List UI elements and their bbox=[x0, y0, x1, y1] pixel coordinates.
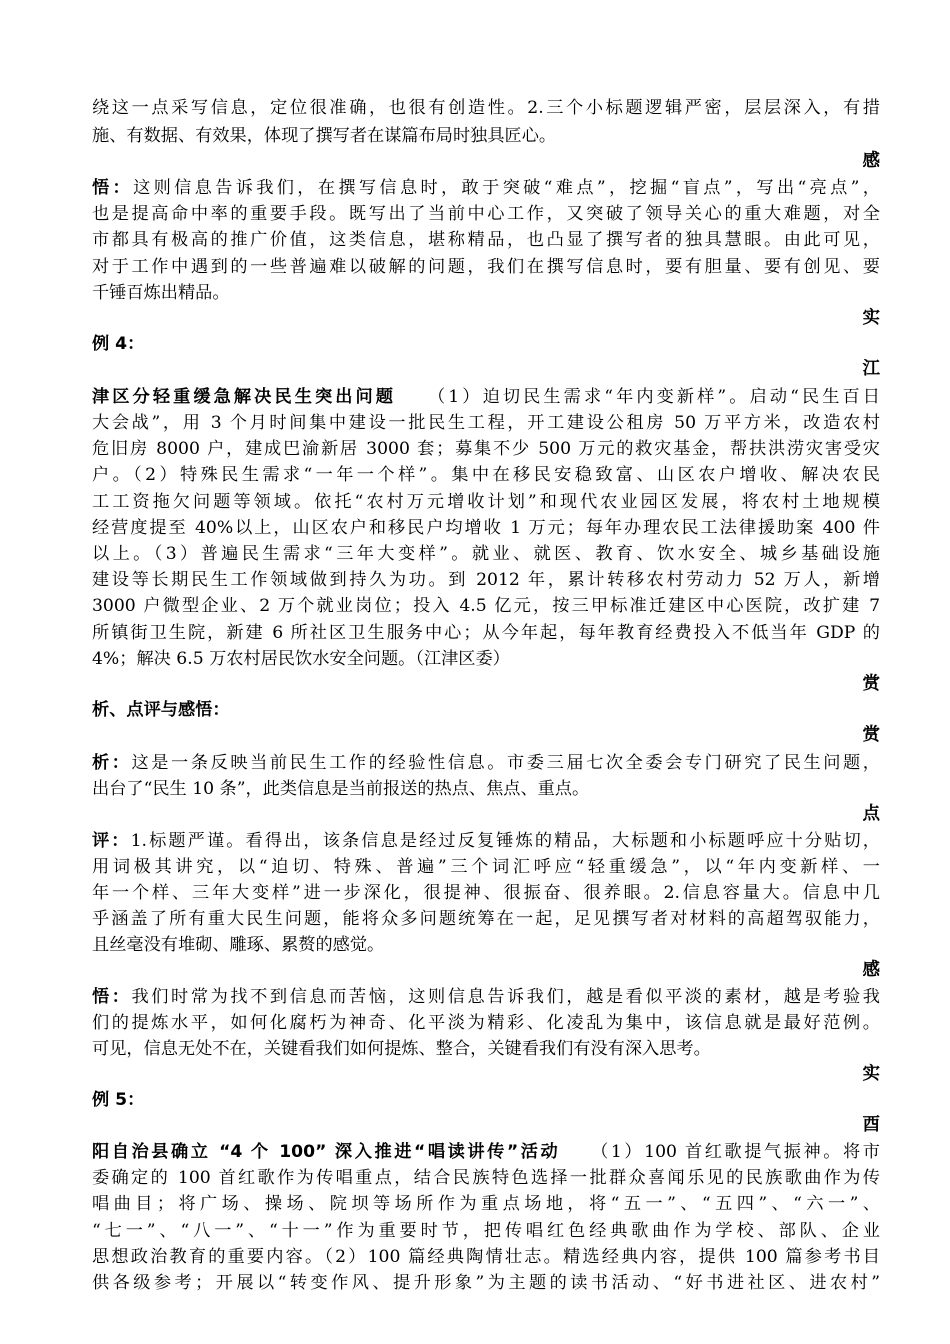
text-line bbox=[92, 175, 880, 201]
text-line bbox=[92, 1165, 880, 1191]
text-line bbox=[92, 828, 880, 854]
body-text: 思想政治教育的重要内容。（2）100 篇经典陶情壮志。精选经典内容，提供 100 篇参考书目 bbox=[92, 1247, 880, 1267]
text-line bbox=[92, 201, 880, 227]
text-line bbox=[92, 254, 880, 280]
body-text: （1）100 首红歌提气振神。将市 bbox=[560, 1142, 880, 1162]
body-text: 乎涵盖了所有重大民生问题，能将众多问题统筹在一起，足见撰写者对材料的高超驾驭能力， bbox=[92, 909, 880, 929]
body-text: 对于工作中遇到的一些普遍难以破解的问题，我们在撰写信息时，要有胆量、要有创见、要 bbox=[92, 257, 880, 277]
text-line bbox=[92, 410, 880, 436]
bold-heading: 阳自治县确立 “4 个 100” 深入推进“唱读讲传”活动 bbox=[92, 1142, 561, 1162]
text-line bbox=[92, 593, 880, 619]
text-line bbox=[92, 880, 880, 906]
bold-heading: 析： bbox=[92, 753, 132, 773]
body-text: 委确定的 100 首红歌作为传唱重点，结合民族特色选择一批群众喜闻乐见的民族歌曲作为传 bbox=[92, 1168, 880, 1188]
margin-marker: 赏 bbox=[862, 674, 880, 694]
body-text: 工工资拖欠问题等领域。依托“农村万元增收计划”和现代农业园区发展，将农村土地规模 bbox=[92, 492, 880, 512]
margin-marker: 实 bbox=[862, 1064, 880, 1084]
text-line bbox=[92, 331, 880, 357]
text-line bbox=[92, 462, 880, 488]
margin-marker: 赏 bbox=[862, 725, 880, 745]
text-line bbox=[92, 541, 880, 567]
text-line bbox=[92, 515, 880, 541]
bold-heading: 例 4： bbox=[92, 334, 145, 354]
bold-heading: 评： bbox=[92, 831, 131, 851]
body-text: 这则信息告诉我们，在撰写信息时，敢于突破“难点”，挖掘“盲点”，写出“亮点”， bbox=[133, 178, 880, 198]
body-text: 我们时常为找不到信息而苦恼，这则信息告诉我们，越是看似平淡的素材，越是考验我 bbox=[131, 987, 880, 1007]
text-line bbox=[92, 697, 880, 723]
body-text: 1.标题严谨。看得出，该条信息是经过反复锤炼的精品，大标题和小标题呼应十分贴切， bbox=[130, 831, 880, 851]
body-text: 建设等长期民生工作领域做到持久为功。到 2012 年，累计转移农村劳动力 52 万人，新增 bbox=[92, 570, 880, 590]
body-text: 所镇街卫生院，新建 6 所社区卫生服务中心；从今年起，每年教育经费投入不低当年 GDP 的 bbox=[92, 623, 880, 643]
text-line bbox=[92, 1010, 880, 1036]
text-line bbox=[92, 567, 880, 593]
bold-heading: 悟： bbox=[92, 987, 132, 1007]
bold-heading: 析、点评与感悟： bbox=[92, 700, 230, 720]
body-text: 千锤百炼出精品。 bbox=[92, 283, 230, 303]
body-text: 危旧房 8000 户，建成巴渝新居 3000 套；募集不少 500 万元的救灾基金，帮扶洪涝灾害受灾 bbox=[92, 439, 880, 459]
text-line bbox=[92, 854, 880, 880]
body-text: 可见，信息无处不在，关键看我们如何提炼、整合，关键看我们有没有深入思考。 bbox=[92, 1039, 711, 1059]
body-text: 3000 户微型企业、2 万个就业岗位；投入 4.5 亿元，按三甲标准迁建区中心医院，改扩建 7 bbox=[92, 596, 880, 616]
body-text: 用词极其讲究，以“迫切、特殊、普遍”三个词汇呼应“轻重缓急”，以“年内变新样、一 bbox=[92, 857, 880, 877]
body-text: 4%；解决 6.5 万农村居民饮水安全问题。（江津区委） bbox=[92, 649, 510, 669]
body-text: 绕这一点采写信息，定位很准确，也很有创造性。2.三个小标题逻辑严密，层层深入，有措 bbox=[92, 98, 880, 118]
text-line bbox=[92, 932, 880, 958]
text-line bbox=[92, 646, 880, 672]
text-line bbox=[92, 384, 880, 410]
body-text: （1）迫切民生需求“年内变新样”。启动“民生百日 bbox=[396, 387, 880, 407]
text-line bbox=[92, 489, 880, 515]
body-text: 经营度提至 40%以上，山区农户和移民户均增收 1 万元；每年办理农民工法律援助案 400 件 bbox=[92, 518, 880, 538]
text-line bbox=[92, 1270, 880, 1296]
text-line bbox=[92, 776, 880, 802]
margin-marker: 点 bbox=[862, 804, 880, 824]
bold-heading: 例 5： bbox=[92, 1090, 145, 1110]
body-text: 户。（2）特殊民生需求“一年一个样”。集中在移民安稳致富、山区农户增收、解决农民 bbox=[92, 465, 880, 485]
text-line bbox=[92, 436, 880, 462]
text-line bbox=[92, 95, 880, 121]
text-line bbox=[92, 620, 880, 646]
body-text: 们的提炼水平，如何化腐朽为神奇、化平淡为精彩、化凌乱为集中，该信息就是最好范例。 bbox=[92, 1013, 880, 1033]
text-line bbox=[92, 227, 880, 253]
text-line bbox=[92, 123, 880, 149]
margin-marker: 酉 bbox=[862, 1115, 880, 1135]
margin-marker: 江 bbox=[862, 359, 880, 379]
bold-heading: 津区分轻重缓急解决民生突出问题 bbox=[92, 387, 397, 407]
text-line bbox=[92, 1036, 880, 1062]
margin-marker: 感 bbox=[862, 960, 880, 980]
body-text: 年一个样、三年大变样”进一步深化，很提神、很振奋、很养眼。2.信息容量大。信息中几 bbox=[92, 883, 880, 903]
body-text: 施、有数据、有效果，体现了撰写者在谋篇布局时独具匠心。 bbox=[92, 126, 557, 146]
body-text: 以上。（3）普遍民生需求“三年大变样”。就业、就医、教育、饮水安全、城乡基础设施 bbox=[92, 544, 880, 564]
text-line bbox=[92, 984, 880, 1010]
body-text: “七一”、“八一”、“十一”作为重要时节，把传唱红色经典歌曲作为学校、部队、企业 bbox=[92, 1221, 880, 1241]
text-line bbox=[92, 1218, 880, 1244]
text-line bbox=[92, 906, 880, 932]
body-text: 也是提高命中率的重要手段。既写出了当前中心工作，又突破了领导关心的重大难题，对全 bbox=[92, 204, 880, 224]
body-text: 市都具有极高的推广价值，这类信息，堪称精品，也凸显了撰写者的独具慧眼。由此可见， bbox=[92, 230, 880, 250]
body-text: 大会战”，用 3 个月时间集中建设一批民生工程，开工建设公租房 50 万平方米，改造农村 bbox=[92, 413, 880, 433]
text-line bbox=[92, 750, 880, 776]
margin-marker: 感 bbox=[862, 151, 880, 171]
text-line bbox=[92, 280, 880, 306]
body-text: 出台了“民生 10 条”，此类信息是当前报送的热点、焦点、重点。 bbox=[92, 779, 590, 799]
text-line bbox=[92, 1087, 880, 1113]
text-line bbox=[92, 1244, 880, 1270]
body-text: 且丝毫没有堆砌、雕琢、累赘的感觉。 bbox=[92, 935, 385, 955]
margin-marker: 实 bbox=[862, 308, 880, 328]
body-text: 供各级参考；开展以“转变作风、提升形象”为主题的读书活动、“好书进社区、进农村” bbox=[92, 1273, 880, 1293]
text-line bbox=[92, 1191, 880, 1217]
text-line bbox=[92, 1139, 880, 1165]
body-text: 唱曲目；将广场、操场、院坝等场所作为重点场地，将“五一”、“五四”、“六一”、 bbox=[92, 1194, 880, 1214]
body-text: 这是一条反映当前民生工作的经验性信息。市委三届七次全委会专门研究了民生问题， bbox=[131, 753, 880, 773]
bold-heading: 悟： bbox=[92, 178, 134, 198]
